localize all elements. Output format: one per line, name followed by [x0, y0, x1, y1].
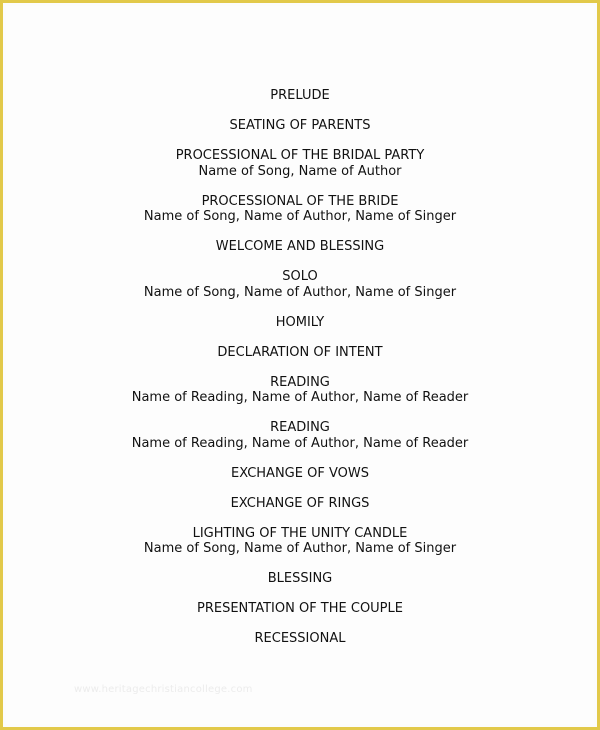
program-item-exchange-of-vows	[6, 466, 594, 482]
document-page	[6, 6, 594, 724]
program-item-processional-bride	[6, 194, 594, 225]
item-title: EXCHANGE OF VOWS	[231, 465, 369, 481]
program-item-prelude	[6, 88, 594, 104]
program-item-processional-bridal-party	[6, 148, 594, 179]
program-item-solo	[6, 269, 594, 300]
program-item-unity-candle	[6, 526, 594, 557]
program-item-presentation-of-couple	[6, 601, 594, 617]
program-item-exchange-of-rings	[6, 496, 594, 512]
item-title: READING	[270, 420, 330, 435]
item-detail: Name of Song, Name of Author, Name of Singer	[143, 209, 457, 224]
item-title: PRESENTATION OF THE COUPLE	[197, 601, 403, 616]
item-detail: Name of Song, Name of Author, Name of Singer	[143, 284, 457, 300]
watermark: www.heritagechristiancollege.com	[74, 684, 253, 695]
program-item-declaration-of-intent	[6, 345, 594, 361]
item-title: SOLO	[282, 269, 318, 284]
program-item-reading-1	[6, 375, 594, 406]
item-title: PRELUDE	[270, 88, 330, 103]
item-title: PROCESSIONAL OF THE BRIDAL PARTY	[175, 148, 425, 163]
item-title: BLESSING	[267, 571, 333, 586]
item-title: PROCESSIONAL OF THE BRIDE	[201, 193, 399, 209]
program-item-seating-of-parents	[6, 118, 594, 134]
item-detail: Name of Reading, Name of Author, Name of Reader	[131, 435, 469, 451]
program-item-recessional	[6, 631, 594, 647]
item-title: RECESSIONAL	[254, 631, 346, 646]
item-title: EXCHANGE OF RINGS	[230, 495, 370, 511]
item-title: SEATING OF PARENTS	[229, 118, 371, 133]
item-title: LIGHTING OF THE UNITY CANDLE	[192, 525, 408, 541]
item-detail: Name of Song, Name of Author, Name of Singer	[143, 541, 457, 556]
program-item-homily	[6, 315, 594, 331]
item-title: DECLARATION OF INTENT	[217, 344, 383, 360]
item-title: WELCOME AND BLESSING	[215, 239, 385, 254]
item-title: HOMILY	[275, 314, 325, 330]
program-item-blessing	[6, 571, 594, 587]
item-detail: Name of Song, Name of Author	[198, 163, 402, 179]
item-title: READING	[270, 374, 330, 390]
program-item-reading-2	[6, 420, 594, 451]
wedding-program	[6, 88, 594, 661]
item-detail: Name of Reading, Name of Author, Name of Reader	[131, 390, 469, 405]
program-item-welcome-and-blessing	[6, 239, 594, 255]
